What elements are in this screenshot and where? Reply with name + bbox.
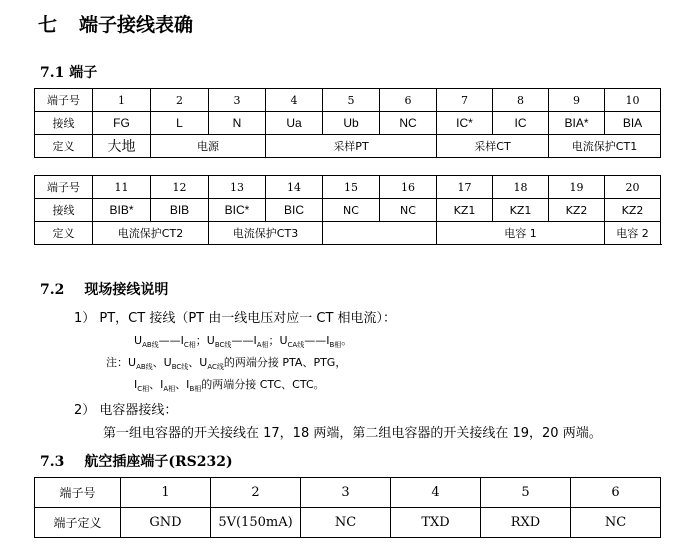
terminal-num: 18	[493, 176, 549, 199]
terminal-def-empty	[323, 222, 437, 245]
row-label-def: 定义	[35, 222, 93, 245]
table-row	[35, 199, 661, 222]
terminal-table-1	[34, 88, 661, 158]
terminal-wire: KZ1	[437, 199, 493, 222]
terminal-num: 11	[93, 176, 151, 199]
terminal-def: 电容 2	[605, 222, 661, 245]
terminal-wire: NC	[380, 112, 437, 135]
terminal-wire: BIC	[266, 199, 323, 222]
row-label-wire: 接线	[35, 112, 93, 135]
terminal-wire: Ub	[323, 112, 380, 135]
section-title-text: 端子接线表确	[79, 14, 194, 36]
heading-7-2	[40, 279, 168, 299]
terminal-def: 电流保护CT1	[549, 135, 661, 158]
rs232-label-num: 端子号	[35, 478, 121, 508]
terminal-num: 13	[209, 176, 266, 199]
terminal-wire: KZ2	[605, 199, 661, 222]
section-title	[38, 10, 193, 37]
terminal-wire: NC	[323, 199, 380, 222]
terminal-wire: N	[209, 112, 266, 135]
terminal-wire: BIB	[151, 199, 209, 222]
terminal-wire: BIC*	[209, 199, 266, 222]
row-label-wire: 接线	[35, 199, 93, 222]
terminal-def: 电容 1	[437, 222, 605, 245]
rs232-num: 6	[571, 478, 661, 508]
terminal-num: 20	[605, 176, 661, 199]
heading-7-1: 7.1 端子	[40, 65, 98, 81]
item-2-detail: 第一组电容器的开关接线在 17，18 两端，第二组电容器的开关接线在 19，20 两端。	[103, 426, 602, 441]
heading-number: 7.2	[40, 282, 65, 298]
rs232-def: 5V(150mA)	[211, 508, 301, 538]
row-label-num: 端子号	[35, 89, 93, 112]
terminal-num: 2	[151, 89, 209, 112]
terminal-num: 3	[209, 89, 266, 112]
terminal-num: 8	[493, 89, 549, 112]
terminal-wire: L	[151, 112, 209, 135]
section-title-number: 七	[38, 14, 58, 36]
terminal-def: 电流保护CT3	[209, 222, 323, 245]
terminal-num: 19	[549, 176, 605, 199]
terminal-num: 15	[323, 176, 380, 199]
terminal-table-2	[34, 175, 661, 245]
table-row	[35, 222, 661, 245]
terminal-num: 5	[323, 89, 380, 112]
rs232-def: NC	[301, 508, 391, 538]
terminal-def: 采样PT	[266, 135, 437, 158]
terminal-num: 17	[437, 176, 493, 199]
terminal-wire: BIA*	[549, 112, 605, 135]
terminal-num: 14	[266, 176, 323, 199]
rs232-label-def: 端子定义	[35, 508, 121, 538]
terminal-wire: KZ1	[493, 199, 549, 222]
terminal-def: 大地	[93, 135, 151, 158]
terminal-num: 1	[93, 89, 151, 112]
terminal-num: 7	[437, 89, 493, 112]
terminal-num: 10	[605, 89, 661, 112]
table-row	[35, 478, 661, 508]
rs232-def: TXD	[391, 508, 481, 538]
note-line-2: $I_{C相}$、$I_{A相}$、$I_{B相}$的两端分接 CTC、CTC。	[134, 378, 325, 393]
terminal-num: 12	[151, 176, 209, 199]
table-row	[35, 89, 661, 112]
terminal-wire: FG	[93, 112, 151, 135]
terminal-def: 电流保护CT2	[93, 222, 209, 245]
terminal-wire: Ua	[266, 112, 323, 135]
terminal-wire: NC	[380, 199, 437, 222]
rs232-num: 3	[301, 478, 391, 508]
rs232-def: NC	[571, 508, 661, 538]
item-1-text: 1） PT，CT 接线（PT 由一线电压对应一 CT 相电流）：	[74, 311, 397, 326]
terminal-num: 4	[266, 89, 323, 112]
heading-text: 航空插座端子(RS232)	[84, 454, 233, 470]
heading-text: 现场接线说明	[84, 282, 169, 298]
table-row	[35, 135, 661, 158]
heading-7-3	[40, 451, 233, 471]
terminal-def: 电源	[151, 135, 266, 158]
rs232-def: RXD	[481, 508, 571, 538]
terminal-wire: KZ2	[549, 199, 605, 222]
terminal-wire: IC*	[437, 112, 493, 135]
item-2-text: 2） 电容器接线：	[74, 403, 178, 418]
table-row	[35, 112, 661, 135]
row-label-num: 端子号	[35, 176, 93, 199]
rs232-def: GND	[121, 508, 211, 538]
rs232-num: 2	[211, 478, 301, 508]
row-label-def: 定义	[35, 135, 93, 158]
terminal-wire: BIB*	[93, 199, 151, 222]
table-row	[35, 176, 661, 199]
terminal-num: 9	[549, 89, 605, 112]
terminal-wire: BIA	[605, 112, 661, 135]
terminal-num: 6	[380, 89, 437, 112]
formula-line: $U_{AB线}——I_{C相}$；$U_{BC线}——I_{A相}$；$U_{CA线}——I_{B相}$。	[134, 334, 353, 349]
rs232-num: 5	[481, 478, 571, 508]
rs232-num: 1	[121, 478, 211, 508]
heading-number: 7.3	[40, 454, 65, 470]
note-line-1: 注：$U_{AB线}$、$U_{BC线}$、$U_{AC线}$的两端分接 PTA、PTG，	[106, 356, 347, 371]
terminal-wire: IC	[493, 112, 549, 135]
rs232-num: 4	[391, 478, 481, 508]
rs232-table	[34, 477, 661, 538]
table-row	[35, 508, 661, 538]
terminal-num: 16	[380, 176, 437, 199]
terminal-def: 采样CT	[437, 135, 549, 158]
